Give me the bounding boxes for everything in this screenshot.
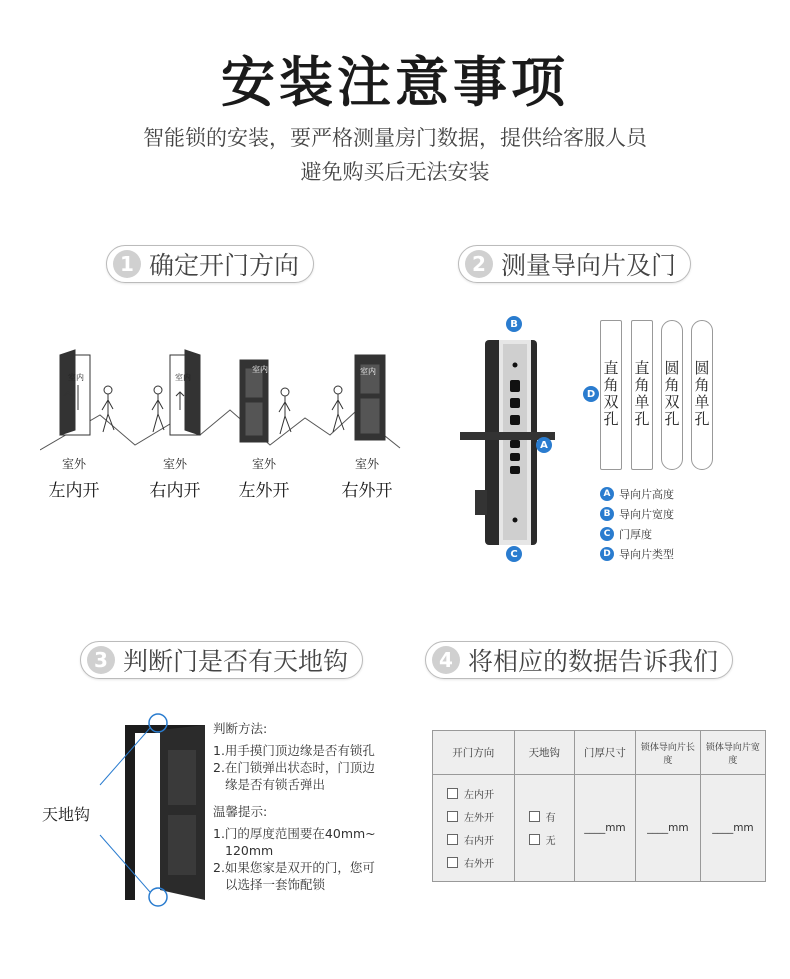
legend-a: A 导向片高度 <box>600 484 674 504</box>
door-3-outer-label: 室外 <box>251 457 276 471</box>
option-direction-3[interactable]: 右内开 <box>447 828 513 851</box>
thickness-input[interactable]: ____mm <box>575 775 636 882</box>
subtitle-line2: 避免购买后无法安装 <box>300 160 490 184</box>
legend-c: C 门厚度 <box>600 524 674 544</box>
plate-2-label: 直角单孔 <box>634 359 650 428</box>
step-4-icon: 4 <box>432 646 460 674</box>
marker-c: C <box>506 546 522 562</box>
door-4-inner-label: 室内 <box>360 367 376 376</box>
section-3-title: 判断门是否有天地钩 <box>123 647 349 676</box>
plate-1-label: 直角双孔 <box>603 359 619 428</box>
page-title: 安装注意事项 <box>221 51 569 114</box>
th-hook: 天地钩 <box>514 731 575 775</box>
door-1-inner-label: 室内 <box>68 373 84 382</box>
method-1: 1.用手摸门顶边缘是否有锁孔 <box>213 743 375 758</box>
hook-method-block <box>213 720 413 893</box>
hook-cell <box>514 775 575 882</box>
section-1-title: 确定开门方向 <box>149 251 300 280</box>
legend-b: B 导向片宽度 <box>600 504 674 524</box>
th-direction: 开门方向 <box>433 731 515 775</box>
section-3-header <box>80 641 363 679</box>
door-2-outer-label: 室外 <box>162 457 187 471</box>
tip-1b: 120mm <box>225 843 274 858</box>
step-3-icon: 3 <box>87 646 115 674</box>
section-2-header <box>458 245 691 283</box>
method-title: 判断方法: <box>213 721 268 736</box>
marker-b: B <box>506 316 522 332</box>
section-2-title: 测量导向片及门 <box>501 251 677 280</box>
door-3-inner-label: 室内 <box>252 365 268 374</box>
door-3-name: 左外开 <box>238 481 290 501</box>
lock-body-illustration <box>455 320 555 550</box>
step-1-icon: 1 <box>113 250 141 278</box>
marker-a: A <box>536 437 552 453</box>
door-direction-illustration <box>40 340 420 460</box>
th-plate-width: 锁体导向片宽度 <box>700 731 765 775</box>
tip-1a: 1.门的厚度范围要在40mm~ <box>213 826 376 841</box>
hook-label: 天地钩 <box>42 805 91 824</box>
method-2b: 缘是否有锁舌弹出 <box>225 777 326 792</box>
section-4-header <box>425 641 733 679</box>
hook-door-illustration <box>80 710 220 910</box>
option-direction-1[interactable]: 左内开 <box>447 782 513 805</box>
plate-4-label: 圆角单孔 <box>694 359 710 428</box>
plate-length-input[interactable]: ____mm <box>635 775 700 882</box>
info-table-bg <box>432 730 766 882</box>
door-2-name: 右内开 <box>149 481 201 501</box>
tip-2b: 以选择一套饰配锁 <box>225 877 326 892</box>
door-4-outer-label: 室外 <box>354 457 379 471</box>
option-direction-4[interactable]: 右外开 <box>447 851 513 874</box>
th-plate-length: 锁体导向片长度 <box>635 731 700 775</box>
legend-d: D 导向片类型 <box>600 544 674 564</box>
option-hook-no[interactable]: 无 <box>529 828 574 851</box>
tip-2a: 2.如果您家是双开的门，您可 <box>213 860 375 875</box>
th-thickness: 门厚尺寸 <box>575 731 636 775</box>
door-2-inner-label: 室内 <box>175 373 191 382</box>
direction-cell <box>433 775 515 882</box>
subtitle-line1: 智能锁的安装，要严格测量房门数据，提供给客服人员 <box>143 126 647 150</box>
door-1-name: 左内开 <box>48 481 100 501</box>
door-4-name: 右外开 <box>341 481 393 501</box>
option-direction-2[interactable]: 左外开 <box>447 805 513 828</box>
plate-3-label: 圆角双孔 <box>664 359 680 428</box>
door-1-outer-label: 室外 <box>61 457 86 471</box>
method-2a: 2.在门锁弹出状态时，门顶边 <box>213 760 375 775</box>
info-table <box>432 730 766 882</box>
section-1-header <box>106 245 314 283</box>
tips-title: 温馨提示: <box>213 804 268 819</box>
option-hook-yes[interactable]: 有 <box>529 805 574 828</box>
section-4-title: 将相应的数据告诉我们 <box>468 647 719 676</box>
plate-width-input[interactable]: ____mm <box>700 775 765 882</box>
measure-legend <box>600 484 674 564</box>
step-2-icon: 2 <box>465 250 493 278</box>
marker-d: D <box>583 386 599 402</box>
